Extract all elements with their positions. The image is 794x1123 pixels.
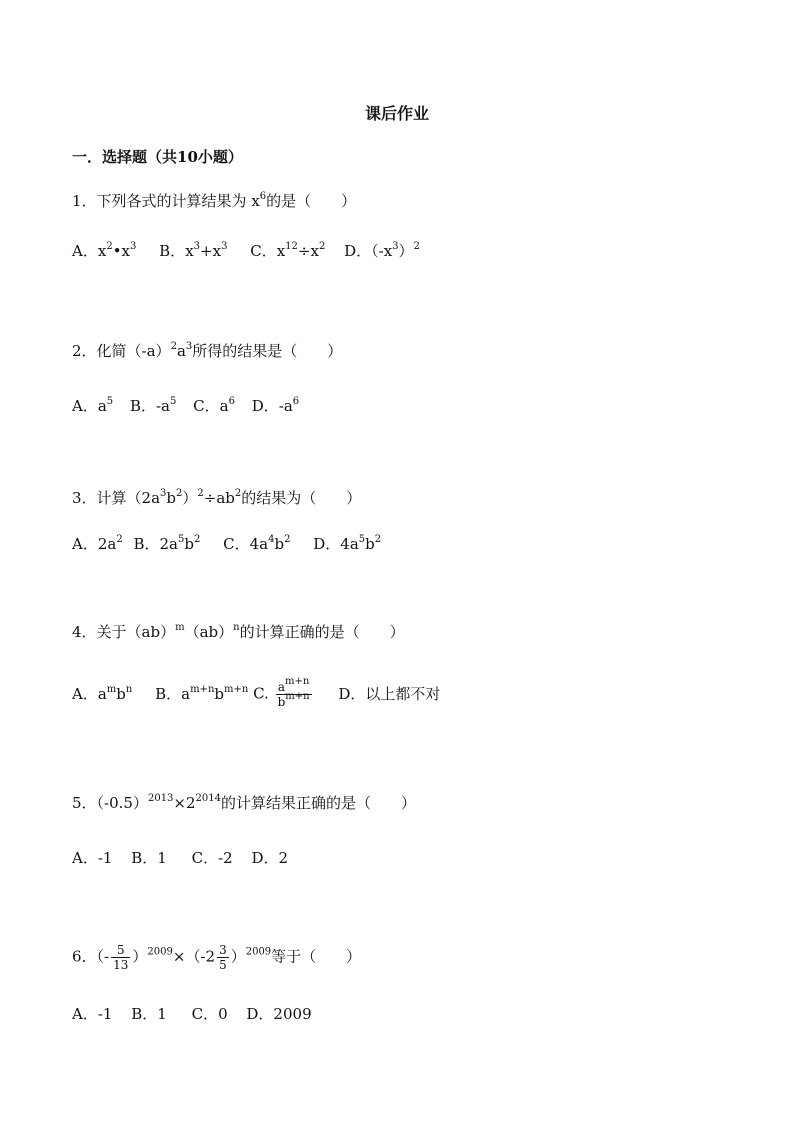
q1-text: 1．下列各式的计算结果为 x — [72, 192, 260, 210]
question-1-options — [72, 241, 420, 261]
question-3-options — [72, 534, 381, 554]
question-2-options — [72, 396, 299, 416]
q2-option-b[interactable]: B．$-a^5$ — [129, 396, 177, 415]
q3-option-c[interactable]: C．$4a^4b^2$ — [223, 534, 291, 553]
section-heading: 一．选择题（共10小题） — [72, 148, 243, 166]
q5-option-a[interactable]: A．-1 — [72, 849, 113, 867]
q4-fraction: $\frac{a^{m+n}}{b^{m+n}}$ — [277, 676, 310, 709]
q4-option-d[interactable]: D．以上都不对 — [338, 684, 441, 703]
page-title: 课后作业 — [364, 104, 429, 123]
q3-option-a[interactable]: A．$2a^2$ — [72, 534, 123, 553]
question-1: 1．下列各式的计算结果为 $x^6$的是（ ） — [72, 191, 357, 210]
q2-option-d[interactable]: D．$-a^6$ — [251, 396, 300, 415]
q6-fraction-1: $\frac{5}{13}$ — [113, 943, 129, 972]
question-5: 5．$(-0.5)^{2013}\times 2^{2014}$的计算结果正确的是（ ） — [72, 793, 417, 812]
q6-option-d[interactable]: D．2009 — [246, 1005, 312, 1023]
question-5-options — [72, 848, 288, 868]
q2-option-a[interactable]: A．$a^5$ — [72, 396, 114, 415]
q1-option-c[interactable]: C．$x^{12}\div x^2$ — [250, 241, 326, 260]
q5-option-b[interactable]: B．1 — [131, 849, 167, 867]
q6-option-c[interactable]: C．0 — [191, 1005, 228, 1023]
q4-option-c[interactable]: C. $\frac{a^{m+n}}{b^{m+n}}$ — [253, 676, 310, 709]
q4-option-b[interactable]: B．$a^{m+n}b^{m+n}$ — [155, 683, 249, 703]
q1-option-d[interactable]: D．$(-x^3)^2$ — [344, 241, 420, 260]
question-4: 4．关于（ab）$^m$（ab）$^n$的计算正确的是（ ） — [72, 622, 405, 641]
q1-option-b[interactable]: B．$x^3+x^3$ — [159, 241, 228, 260]
question-6: 6．（- $\frac{5}{13}$ ）$^{2009}$×（-2 $\frac{3}{5}$ ）$^{2009}$等于（ ） — [72, 943, 362, 972]
q5-option-d[interactable]: D．2 — [251, 849, 289, 867]
question-3: 3．计算$(2a^3b^2)^2\div ab^2$的结果为（ ） — [72, 488, 362, 507]
question-6-options — [72, 1004, 312, 1024]
q6-option-a[interactable]: A．-1 — [72, 1005, 113, 1023]
q4-option-a[interactable]: A．$a^mb^n$ — [72, 683, 133, 703]
q5-option-c[interactable]: C．-2 — [191, 849, 233, 867]
q1-option-a[interactable]: A．$x^2•x^3$ — [72, 241, 137, 260]
q6-option-b[interactable]: B．1 — [131, 1005, 167, 1023]
question-4-options — [72, 676, 441, 709]
q6-fraction-2: $\frac{3}{5}$ — [219, 943, 227, 972]
q3-option-d[interactable]: D．$4a^5b^2$ — [313, 534, 382, 553]
q2-option-c[interactable]: C．$a^6$ — [193, 396, 235, 415]
q3-option-b[interactable]: B．$2a^5b^2$ — [133, 534, 201, 553]
question-2: 2．化简$(-a)^2a^3$所得的结果是（ ） — [72, 341, 343, 360]
